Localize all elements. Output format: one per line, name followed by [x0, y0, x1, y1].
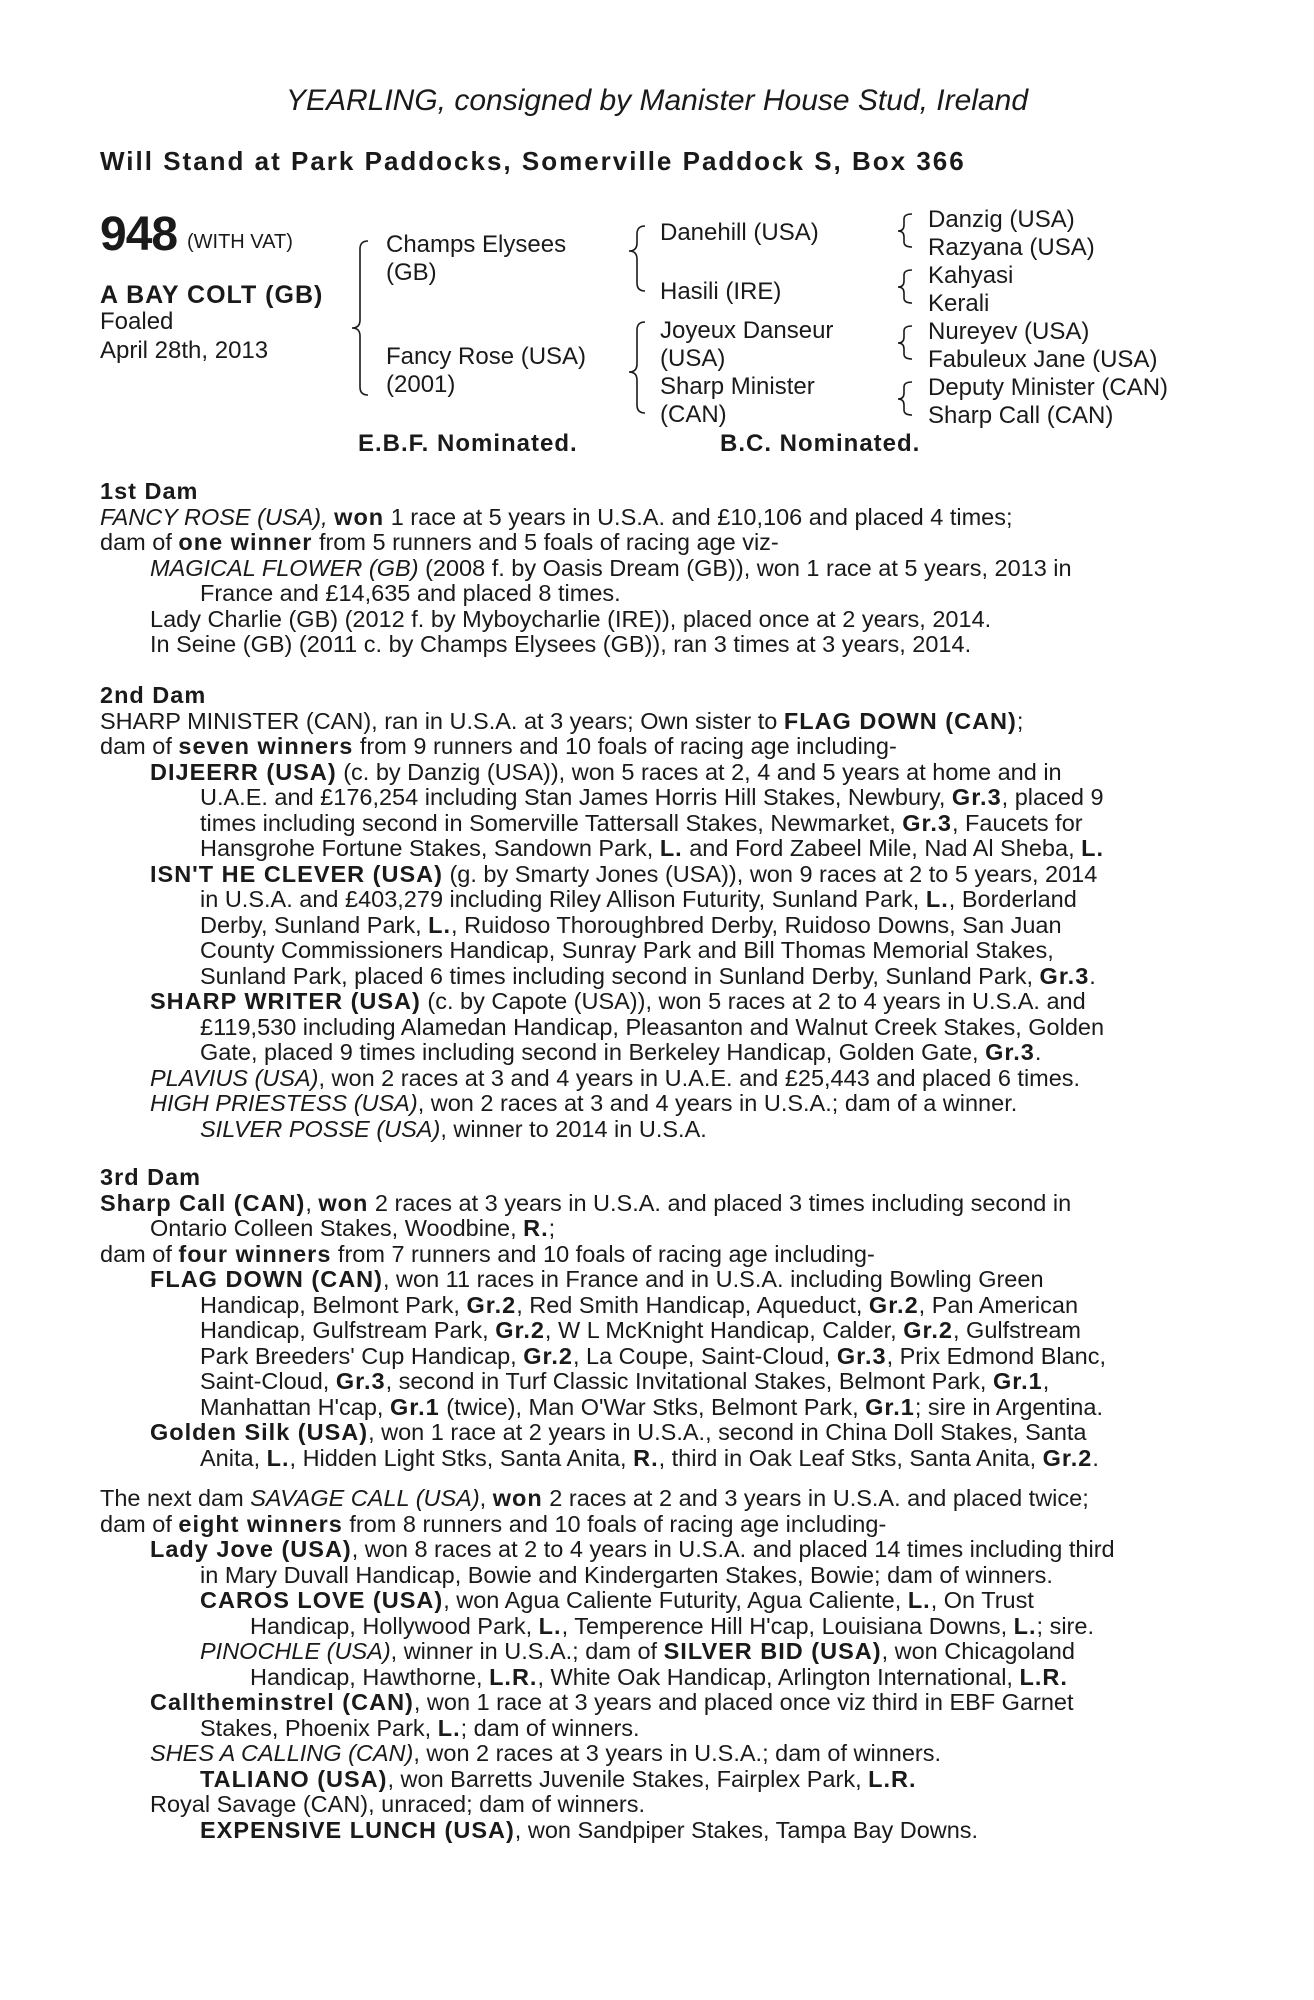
- grade: Gr.3: [836, 1342, 887, 1369]
- winners-count: seven winners: [178, 733, 354, 759]
- grade: Gr.2: [903, 1317, 953, 1343]
- dam-name: Fancy Rose (USA): [386, 343, 587, 370]
- text: , winner in U.S.A.; dam of: [390, 1638, 664, 1664]
- text: , won Chicagoland: [881, 1638, 1075, 1664]
- text: , Ruidoso Thoroughbred Derby, Ruidoso Downs, San Juan: [451, 911, 1062, 938]
- text: dam of: [100, 733, 179, 759]
- horse-name: SAVAGE CALL (USA): [250, 1485, 480, 1511]
- text: , W L McKnight Handicap, Calder,: [544, 1317, 904, 1343]
- offspring-entry-cont: [100, 1446, 1210, 1472]
- text: ,: [1042, 1368, 1050, 1394]
- text: Ontario Colleen Stakes, Woodbine,: [150, 1215, 524, 1241]
- won-label: won: [492, 1485, 543, 1511]
- text: , Faucets for: [951, 809, 1083, 836]
- grade: Gr.1: [865, 1393, 915, 1420]
- text: ;: [1016, 707, 1024, 734]
- grade: Gr.3: [951, 784, 1002, 810]
- offspring-line: In Seine (GB) (2011 c. by Champs Elysees (GB)), ran 3 times at 3 years, 2014.: [150, 631, 972, 657]
- text: U.A.E. and £176,254 including Stan James Horris Hill Stakes, Newbury,: [200, 784, 952, 810]
- dam-dam-sire: Deputy Minister (CAN): [928, 374, 1169, 401]
- stand-location: Will Stand at Park Paddocks, Somerville Paddock S, Box 366: [100, 146, 966, 176]
- grade: L.: [1081, 835, 1105, 861]
- sire-name: Champs Elysees: [386, 231, 567, 258]
- text: ; dam of winners.: [460, 1714, 640, 1741]
- text: , won 2 races at 3 and 4 years in U.S.A.; dam of a winner.: [417, 1090, 1018, 1116]
- grade: Gr.3: [335, 1368, 386, 1394]
- offspring-entry: [100, 1690, 1210, 1716]
- text: times including second in Somerville Tattersall Stakes, Newmarket,: [200, 809, 903, 836]
- text: dam of: [100, 529, 179, 555]
- offspring-entry-cont: [100, 1716, 1210, 1742]
- winners-count: four winners: [178, 1240, 332, 1267]
- dam-sire-sire: Nureyev (USA): [928, 318, 1090, 345]
- offspring-entry: [100, 1767, 1210, 1793]
- text: , won 2 races at 3 years in U.S.A.; dam of winners.: [413, 1740, 942, 1766]
- text: , White Oak Handicap, Arlington International,: [537, 1663, 1020, 1690]
- text: ; sire in Argentina.: [914, 1393, 1103, 1420]
- dam-entry: [100, 1191, 1210, 1217]
- text: , won Agua Caliente Futurity, Agua Caliente,: [443, 1587, 908, 1613]
- text: Saint-Cloud,: [200, 1368, 336, 1394]
- next-dam-section: [100, 1486, 1210, 1843]
- offspring-entry: [100, 989, 1210, 1015]
- grade: Gr.3: [902, 809, 952, 836]
- horse-name: HIGH PRIESTESS (USA): [150, 1090, 418, 1116]
- grade: L.: [1013, 1612, 1037, 1639]
- pedigree-dam-sire: [660, 317, 833, 373]
- foaled-date: April 28th, 2013: [100, 337, 269, 364]
- horse-name: PINOCHLE (USA): [200, 1638, 391, 1664]
- text: from 5 runners and 5 foals of racing age viz-: [312, 529, 779, 555]
- text: Manhattan H'cap,: [200, 1393, 390, 1420]
- text: , Borderland: [948, 886, 1077, 912]
- offspring-entry-cont: [100, 887, 1210, 913]
- horse-name: FLAG DOWN (CAN): [150, 1266, 383, 1292]
- page-title: YEARLING, consigned by Manister House Stud, Ireland: [285, 84, 1029, 117]
- text: (twice), Man O'War Stks, Belmont Park,: [439, 1393, 866, 1420]
- dam-sire-dam: Fabuleux Jane (USA): [928, 346, 1158, 373]
- text: , won 1 race at 2 years in U.S.A., second in China Doll Stakes, Santa: [368, 1419, 1087, 1445]
- bc-nomination: B.C. Nominated.: [720, 430, 921, 457]
- offspring-entry: [100, 862, 1210, 888]
- won-label: won: [318, 1189, 369, 1216]
- horse-name: EXPENSIVE LUNCH (USA): [200, 1816, 515, 1843]
- text: .: [1034, 1039, 1042, 1065]
- grade: Gr.1: [992, 1368, 1043, 1394]
- text: ;: [548, 1215, 556, 1241]
- text: , Gulfstream: [952, 1317, 1081, 1343]
- offspring-entry-cont: [100, 1344, 1210, 1370]
- horse-name: Sharp Call (CAN): [100, 1189, 306, 1216]
- dam-sire-name: Joyeux Danseur: [660, 317, 834, 344]
- pedigree-sire-dam: Hasili (IRE): [660, 278, 782, 305]
- offspring-entry-cont: [100, 811, 1210, 837]
- text: Hansgrohe Fortune Stakes, Sandown Park,: [200, 835, 660, 861]
- offspring-entry-cont: [100, 1614, 1210, 1640]
- text: SHARP MINISTER (CAN), ran in U.S.A. at 3 years; Own sister to: [100, 707, 784, 734]
- horse-name: Calltheminstrel (CAN): [150, 1689, 414, 1715]
- sire-country: (GB): [386, 259, 437, 286]
- horse-name: Golden Silk (USA): [150, 1419, 369, 1445]
- offspring-entry: [100, 1091, 1210, 1117]
- grade: L.: [437, 1714, 461, 1741]
- winners-count: one winner: [178, 529, 313, 555]
- third-dam-section: [100, 1165, 1210, 1471]
- text: , Red Smith Handicap, Aqueduct,: [516, 1291, 869, 1318]
- horse-name: ISN'T HE CLEVER (USA): [150, 860, 443, 887]
- offspring-entry: Royal Savage (CAN), unraced; dam of winners.: [150, 1791, 646, 1817]
- text: , Prix Edmond Blanc,: [886, 1342, 1107, 1369]
- text: (c. by Danzig (USA)), won 5 races at 2, 4 and 5 years at home and in: [336, 758, 1062, 785]
- text: ; sire.: [1036, 1612, 1094, 1639]
- text: , won Sandpiper Stakes, Tampa Bay Downs.: [514, 1816, 979, 1843]
- grade: R.: [523, 1215, 549, 1241]
- horse-name: FLAG DOWN (CAN): [783, 707, 1017, 734]
- grade: Gr.2: [523, 1342, 573, 1369]
- text: 2 races at 3 years in U.S.A. and placed 3 times including second in: [368, 1189, 1072, 1216]
- winners-count: eight winners: [178, 1510, 343, 1537]
- grade: L.: [538, 1612, 562, 1639]
- horse-name: SILVER POSSE (USA): [200, 1115, 441, 1142]
- grade: L.: [266, 1444, 290, 1471]
- dam-sire-country: (USA): [660, 345, 726, 372]
- pedigree-sire-sire: Danehill (USA): [660, 219, 819, 246]
- text: Derby, Sunland Park,: [200, 911, 429, 938]
- grade: L.: [907, 1587, 931, 1613]
- text: , La Coupe, Saint-Cloud,: [572, 1342, 837, 1369]
- won-label: won: [334, 503, 385, 530]
- text: ,: [305, 1189, 319, 1216]
- offspring-entry-cont: [100, 1369, 1210, 1395]
- dam-entry-cont: [100, 1216, 1210, 1242]
- text: .: [1089, 962, 1096, 989]
- grade: Gr.2: [495, 1317, 545, 1343]
- text: Stakes, Phoenix Park,: [200, 1714, 438, 1741]
- offspring-entry-cont: [100, 964, 1210, 990]
- horse-name: DIJEERR (USA): [150, 758, 337, 785]
- text: Anita,: [200, 1444, 267, 1471]
- horse-name: SHARP WRITER (USA): [150, 988, 421, 1014]
- text: , On Trust: [930, 1587, 1034, 1613]
- grade: L.R.: [489, 1663, 538, 1690]
- dam-dam-name: Sharp Minister: [660, 373, 815, 400]
- text: in U.S.A. and £403,279 including Riley Allison Futurity, Sunland Park,: [200, 886, 926, 912]
- grade: Gr.2: [868, 1291, 919, 1318]
- horse-name: SILVER BID (USA): [663, 1638, 882, 1664]
- offspring-name: MAGICAL FLOWER (GB): [150, 554, 419, 581]
- text: , second in Turf Classic Invitational Stakes, Belmont Park,: [385, 1368, 993, 1394]
- pedigree-dam: [386, 343, 586, 399]
- horse-name: Lady Jove (USA): [150, 1536, 352, 1562]
- section-heading: 1st Dam: [100, 478, 199, 504]
- pedigree-gen3-group2: [928, 262, 1013, 318]
- foaled-label: Foaled: [100, 308, 174, 335]
- offspring-entry-cont: [100, 1318, 1210, 1344]
- section-heading: 3rd Dam: [100, 1164, 202, 1190]
- second-dam-section: [100, 683, 1210, 1142]
- offspring-entry: [100, 1639, 1210, 1665]
- offspring-record: (2008 f. by Oasis Dream (GB)), won 1 race at 5 years, 2013 in: [418, 554, 1072, 581]
- grade: Gr.3: [1039, 962, 1090, 989]
- offspring-entry-cont: [100, 836, 1210, 862]
- text: Sunland Park, placed 6 times including second in Sunland Derby, Sunland Park,: [200, 962, 1040, 989]
- text: , won 1 race at 3 years and placed once viz third in EBF Garnet: [413, 1689, 1074, 1715]
- dam-entry: [100, 1486, 1210, 1512]
- lot-number: 948: [100, 208, 178, 261]
- grade: L.: [659, 835, 683, 861]
- text: Gate, placed 9 times including second in Berkeley Handicap, Golden Gate,: [200, 1039, 986, 1065]
- text: , won 2 races at 3 and 4 years in U.A.E. and £25,443 and placed 6 times.: [318, 1064, 1081, 1091]
- text: .: [1092, 1444, 1099, 1471]
- grade: Gr.1: [390, 1393, 440, 1420]
- grade: Gr.2: [466, 1291, 517, 1318]
- offspring-entry: [100, 1588, 1210, 1614]
- offspring-entry-cont: [100, 1040, 1210, 1066]
- text: , winner to 2014 in U.S.A.: [440, 1115, 707, 1142]
- offspring-line: Lady Charlie (GB) (2012 f. by Myboycharlie (IRE)), placed once at 2 years, 2014.: [150, 605, 992, 632]
- text: , won Barretts Juvenile Stakes, Fairplex Park,: [387, 1765, 869, 1792]
- grade: L.: [925, 886, 949, 912]
- pedigree-sire: [386, 231, 566, 287]
- horse-name: PLAVIUS (USA): [150, 1064, 319, 1091]
- pedigree-dam-dam: [660, 373, 815, 429]
- horse-name: SHES A CALLING (CAN): [150, 1740, 414, 1766]
- text: , Hidden Light Stks, Santa Anita,: [289, 1444, 634, 1471]
- pedigree-gen3-group3: [928, 318, 1157, 374]
- sire-sire-sire: Danzig (USA): [928, 206, 1075, 233]
- text: from 8 runners and 10 foals of racing age including-: [342, 1510, 887, 1537]
- dam-dam-dam: Sharp Call (CAN): [928, 402, 1114, 429]
- text: Handicap, Hollywood Park,: [250, 1612, 539, 1639]
- offspring-entry: [100, 760, 1210, 786]
- section-heading: 2nd Dam: [100, 682, 207, 708]
- grade: R.: [633, 1444, 659, 1471]
- text: Handicap, Belmont Park,: [200, 1291, 467, 1318]
- offspring-entry-cont: £119,530 including Alamedan Handicap, Pleasanton and Walnut Creek Stakes, Golden: [200, 1013, 1105, 1040]
- dam-name: FANCY ROSE (USA),: [100, 503, 328, 530]
- offspring-entry-cont: [100, 1395, 1210, 1421]
- text: dam of: [100, 1240, 179, 1267]
- dam-year: (2001): [386, 371, 456, 398]
- dam-record: 1 race at 5 years in U.S.A. and £10,106 and placed 4 times;: [384, 503, 1013, 530]
- text: (g. by Smarty Jones (USA)), won 9 races at 2 to 5 years, 2014: [442, 860, 1098, 887]
- offspring-entry: [100, 1117, 1210, 1143]
- text: and Ford Zabeel Mile, Nad Al Sheba,: [682, 835, 1082, 861]
- text: dam of: [100, 1510, 179, 1537]
- offspring-entry: [100, 1066, 1210, 1092]
- text: ,: [479, 1485, 493, 1511]
- text: , Pan American: [918, 1291, 1079, 1318]
- sire-sire-dam: Razyana (USA): [928, 234, 1095, 261]
- grade: Gr.3: [985, 1039, 1035, 1065]
- text: , won 8 races at 2 to 4 years in U.S.A. and placed 14 times including third: [351, 1536, 1115, 1562]
- offspring-entry-cont: [100, 1293, 1210, 1319]
- text: Park Breeders' Cup Handicap,: [200, 1342, 524, 1369]
- offspring-entry-cont: County Commissioners Handicap, Sunray Park and Bill Thomas Memorial Stakes,: [200, 937, 1054, 963]
- offspring-entry-cont: [100, 785, 1210, 811]
- text: , won 11 races in France and in U.S.A. including Bowling Green: [382, 1266, 1044, 1292]
- sire-dam-dam: Kerali: [928, 290, 990, 317]
- text: Handicap, Hawthorne,: [250, 1663, 490, 1690]
- text: Handicap, Gulfstream Park,: [200, 1317, 496, 1343]
- text: The next dam: [100, 1485, 251, 1511]
- text: from 7 runners and 10 foals of racing age including-: [331, 1240, 875, 1267]
- text: , placed 9: [1001, 784, 1104, 810]
- offspring-entry: [100, 1537, 1210, 1563]
- grade: L.R.: [868, 1765, 917, 1792]
- text: , third in Oak Leaf Stks, Santa Anita,: [658, 1444, 1043, 1471]
- dam-dam-country: (CAN): [660, 401, 727, 428]
- text: 2 races at 2 and 3 years in U.S.A. and placed twice;: [542, 1485, 1089, 1511]
- sire-dam-sire: Kahyasi: [928, 262, 1014, 289]
- grade: Gr.2: [1042, 1444, 1093, 1471]
- offspring-entry-cont: [100, 1665, 1210, 1691]
- ebf-nomination: E.B.F. Nominated.: [358, 430, 578, 457]
- first-dam-section: [100, 479, 1210, 658]
- text: , Temperence Hill H'cap, Louisiana Downs,: [561, 1612, 1014, 1639]
- offspring-record-cont: France and £14,635 and placed 8 times.: [200, 580, 621, 606]
- pedigree-gen3-group4: [928, 374, 1168, 430]
- offspring-entry: [100, 1818, 1210, 1844]
- offspring-entry: [100, 1267, 1210, 1293]
- grade: L.R.: [1019, 1663, 1068, 1690]
- grade: L.: [428, 911, 452, 938]
- text: from 9 runners and 10 foals of racing age including-: [353, 733, 897, 759]
- offspring-entry: [100, 1741, 1210, 1767]
- offspring-entry-cont: [100, 913, 1210, 939]
- offspring-entry-cont: in Mary Duvall Handicap, Bowie and Kindergarten Stakes, Bowie; dam of winners.: [200, 1561, 1053, 1588]
- horse-name: TALIANO (USA): [200, 1765, 388, 1792]
- pedigree-gen3-group1: [928, 206, 1095, 262]
- lot-name: A BAY COLT (GB): [100, 281, 324, 309]
- offspring-entry: [100, 1420, 1210, 1446]
- vat-label: (WITH VAT): [187, 231, 293, 253]
- horse-name: CAROS LOVE (USA): [200, 1587, 444, 1613]
- text: (c. by Capote (USA)), won 5 races at 2 to 4 years in U.S.A. and: [420, 988, 1086, 1014]
